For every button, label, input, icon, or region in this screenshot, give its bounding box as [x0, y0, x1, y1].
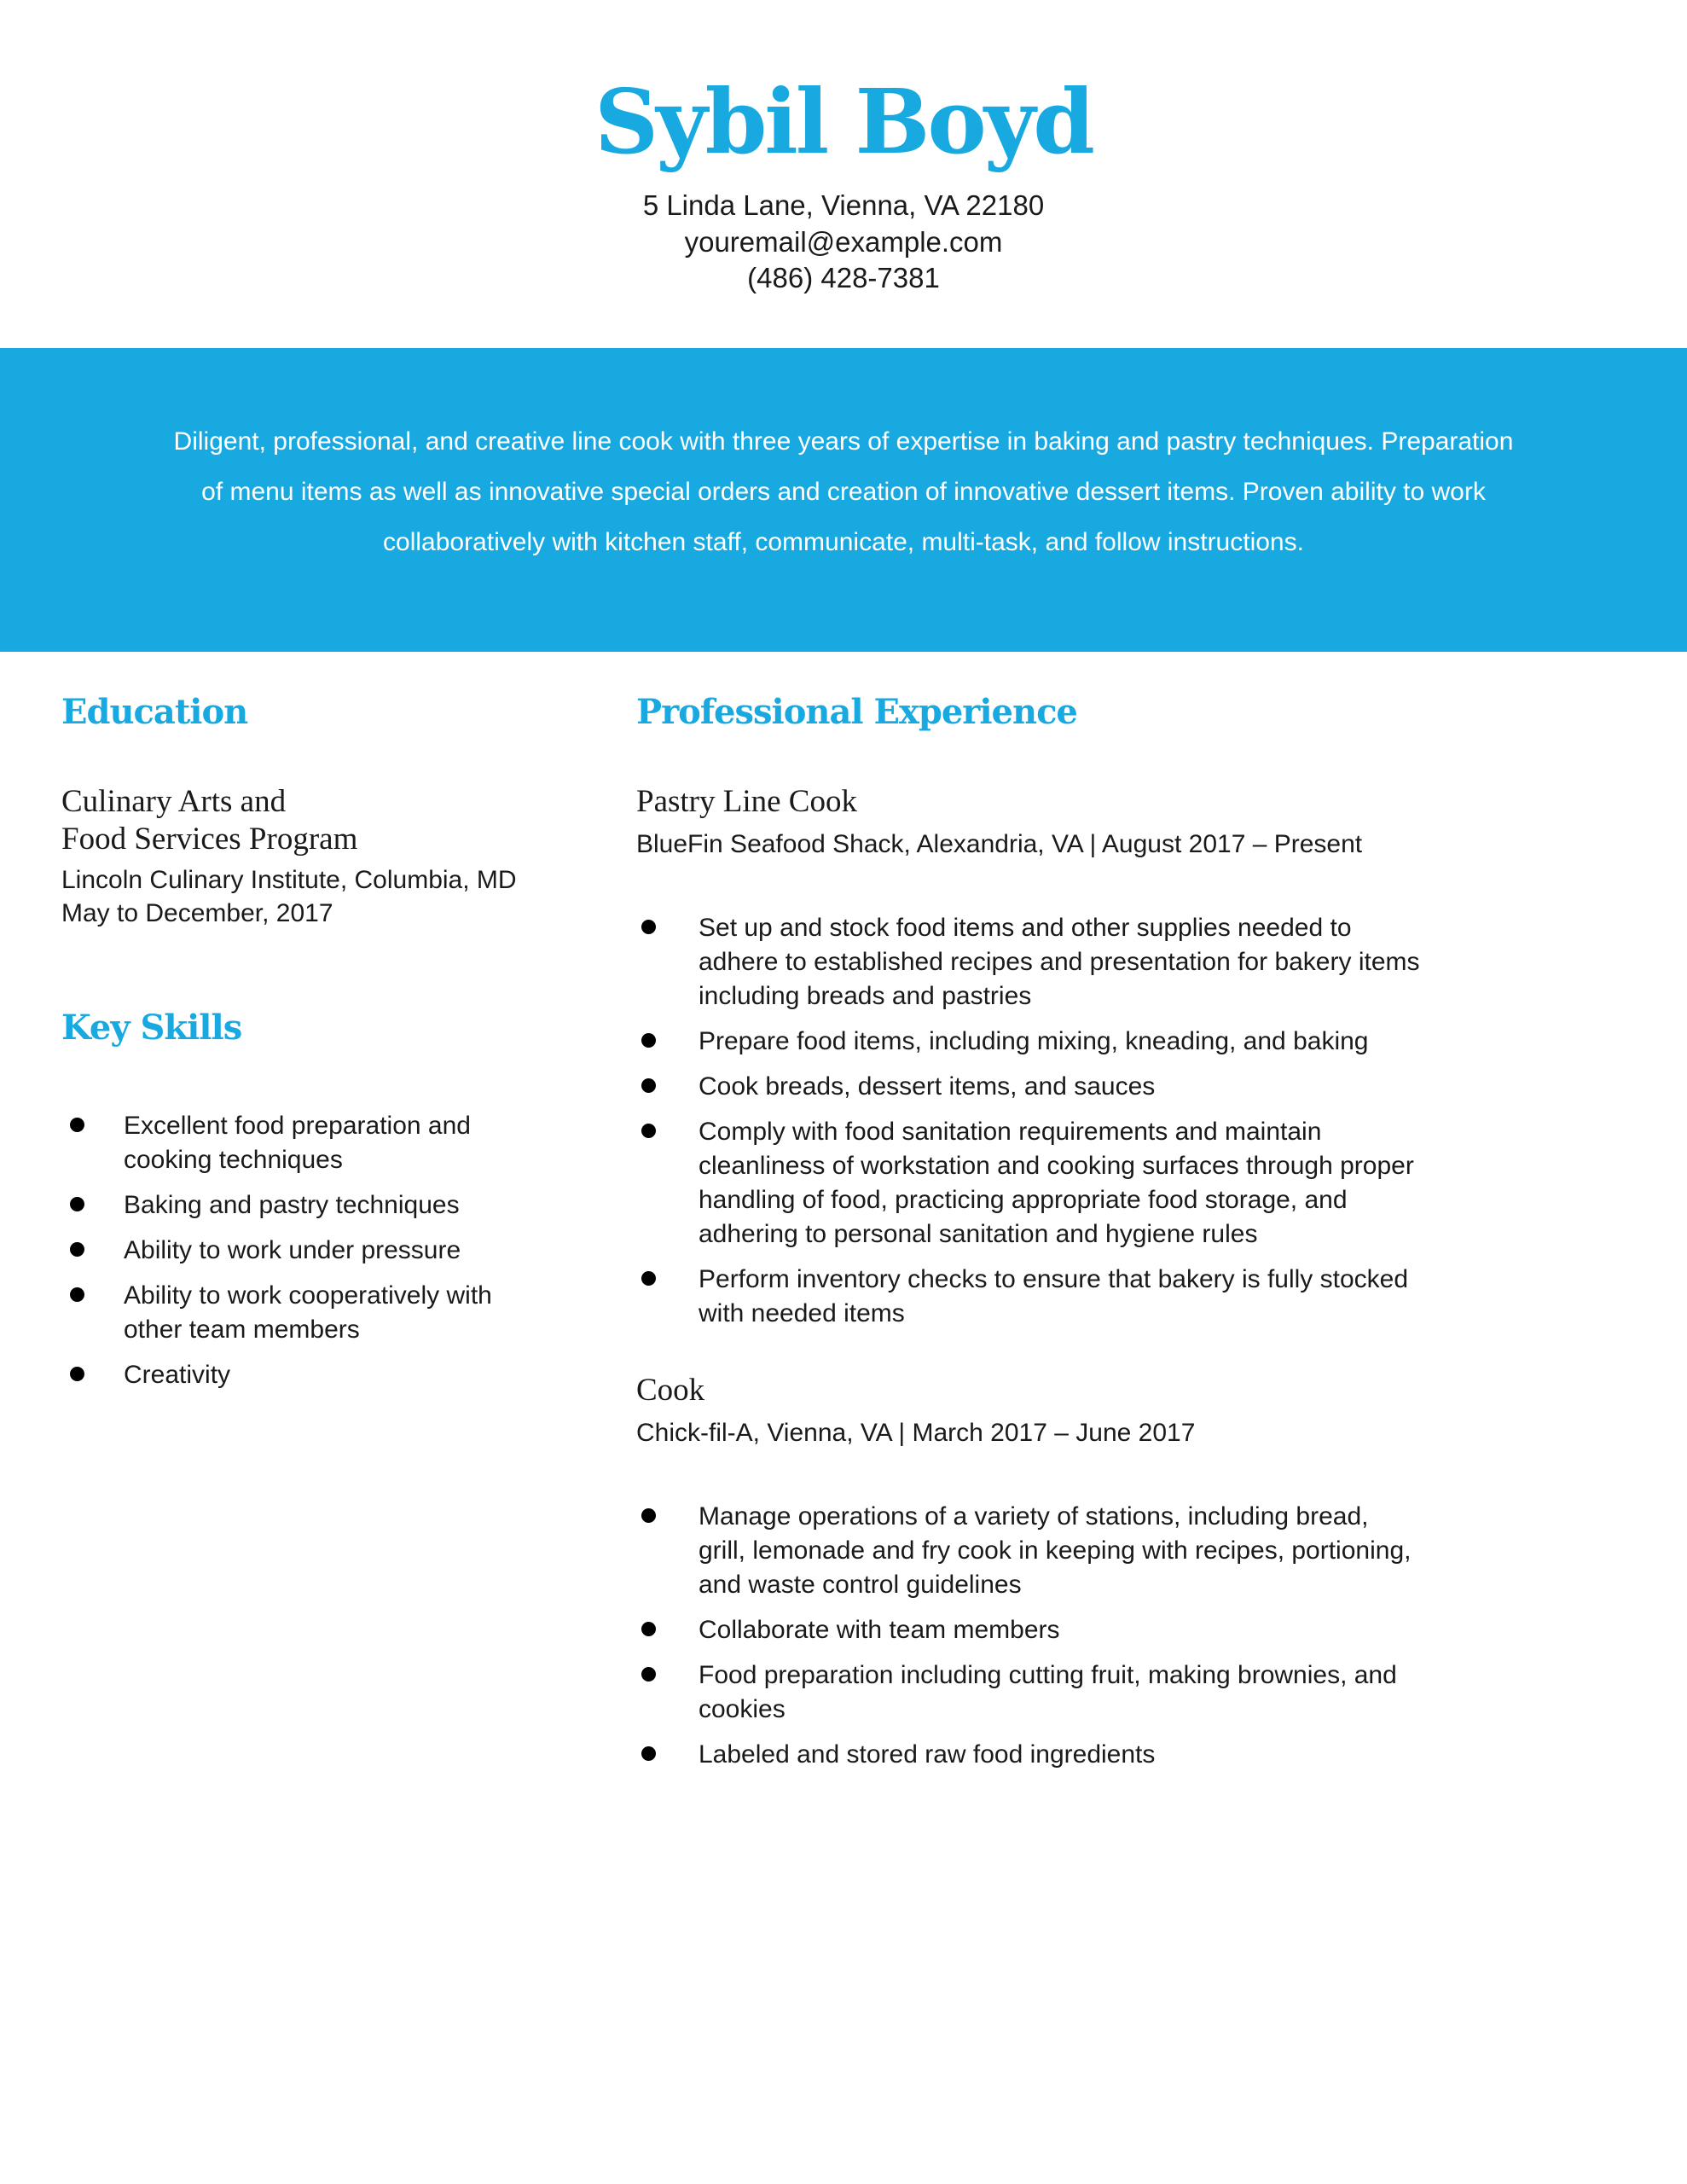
duty-text: Food preparation including cutting fruit, making brownies, and cookies	[699, 1661, 1397, 1723]
bullet-icon	[641, 920, 656, 934]
duty-text: Collaborate with team members	[699, 1616, 1060, 1644]
duty-text: Cook breads, dessert items, and sauces	[699, 1072, 1156, 1101]
duty-text: Labeled and stored raw food ingredients	[699, 1740, 1156, 1769]
bullet-icon	[70, 1118, 84, 1132]
contact-info	[0, 188, 1687, 297]
bullet-icon	[641, 1078, 656, 1093]
job-title: Pastry Line Cook	[636, 784, 857, 819]
list-item	[636, 1738, 1421, 1772]
duty-text: Comply with food sanitation requirements and maintain cleanliness of workstation and cooking surfaces through proper handling of food, practicing appropriate food storage, and adhering to personal sanitation and hygiene rules	[699, 1118, 1414, 1248]
duties-list	[636, 911, 1421, 1331]
skills-heading: Key Skills	[61, 1008, 242, 1048]
experience-heading: Professional Experience	[636, 692, 1077, 732]
education-heading: Education	[61, 692, 248, 732]
list-item	[636, 1613, 1421, 1647]
bullet-icon	[70, 1197, 84, 1211]
duties-list	[636, 1500, 1421, 1772]
list-item	[636, 1263, 1421, 1331]
skill-text: Ability to work under pressure	[124, 1236, 461, 1264]
degree-line: Culinary Arts and	[61, 784, 287, 819]
phone: (486) 428-7381	[747, 262, 940, 293]
email: youremail@example.com	[684, 225, 1003, 258]
bullet-icon	[641, 1508, 656, 1523]
bullet-icon	[641, 1622, 656, 1636]
list-item	[636, 1115, 1421, 1252]
skill-text: Excellent food preparation and cooking techniques	[124, 1112, 471, 1174]
duty-text: Set up and stock food items and other supplies needed to adhere to established recipes and presentation for bakery items including breads and pastries	[699, 914, 1420, 1010]
skill-text: Baking and pastry techniques	[124, 1191, 460, 1219]
job-meta: Chick-fil-A, Vienna, VA | March 2017 – June 2017	[636, 1419, 1196, 1447]
bullet-icon	[641, 1033, 656, 1048]
job-title: Cook	[636, 1373, 705, 1408]
bullet-icon	[70, 1242, 84, 1257]
skill-text: Creativity	[124, 1361, 231, 1389]
list-item	[636, 911, 1421, 1014]
bullet-icon	[70, 1367, 84, 1381]
duty-text: Perform inventory checks to ensure that bakery is fully stocked with needed items	[699, 1265, 1409, 1327]
right-column	[636, 682, 1489, 1783]
list-item	[636, 1070, 1421, 1104]
job-entry	[636, 1372, 1489, 1772]
skills-list	[61, 1109, 539, 1392]
skill-text: Ability to work cooperatively with other team members	[124, 1281, 492, 1344]
summary-text: Diligent, professional, and creative line cook with three years of expertise in baking and pastry techniques. Preparation of menu items as well as innovative special orders and creation of innovative dessert items. Proven ability to work collaboratively with kitchen staff, communicate, multi-task, and follow instructions.	[173, 427, 1514, 556]
duty-text: Manage operations of a variety of stations, including bread, grill, lemonade and fry cook in keeping with recipes, portioning, and waste control guidelines	[699, 1502, 1412, 1599]
left-column	[61, 682, 539, 1403]
job-meta: BlueFin Seafood Shack, Alexandria, VA | August 2017 – Present	[636, 830, 1363, 858]
list-item	[61, 1188, 539, 1223]
duty-text: Prepare food items, including mixing, kneading, and baking	[699, 1027, 1369, 1055]
bullet-icon	[641, 1124, 656, 1138]
list-item	[636, 1500, 1421, 1602]
education-dates: May to December, 2017	[61, 899, 333, 927]
list-item	[61, 1358, 539, 1392]
list-item	[61, 1234, 539, 1268]
bullet-icon	[641, 1667, 656, 1682]
list-item	[636, 1658, 1421, 1727]
bullet-icon	[641, 1746, 656, 1761]
school: Lincoln Culinary Institute, Columbia, MD	[61, 866, 517, 894]
job-entry	[636, 783, 1489, 1331]
bullet-icon	[641, 1271, 656, 1286]
address: 5 Linda Lane, Vienna, VA 22180	[642, 189, 1045, 221]
degree-line: Food Services Program	[61, 822, 358, 857]
list-item	[61, 1279, 539, 1347]
bullet-icon	[70, 1287, 84, 1302]
degree	[61, 783, 539, 858]
list-item	[636, 1025, 1421, 1059]
list-item	[61, 1109, 539, 1177]
candidate-name: Sybil Boyd	[594, 69, 1093, 174]
